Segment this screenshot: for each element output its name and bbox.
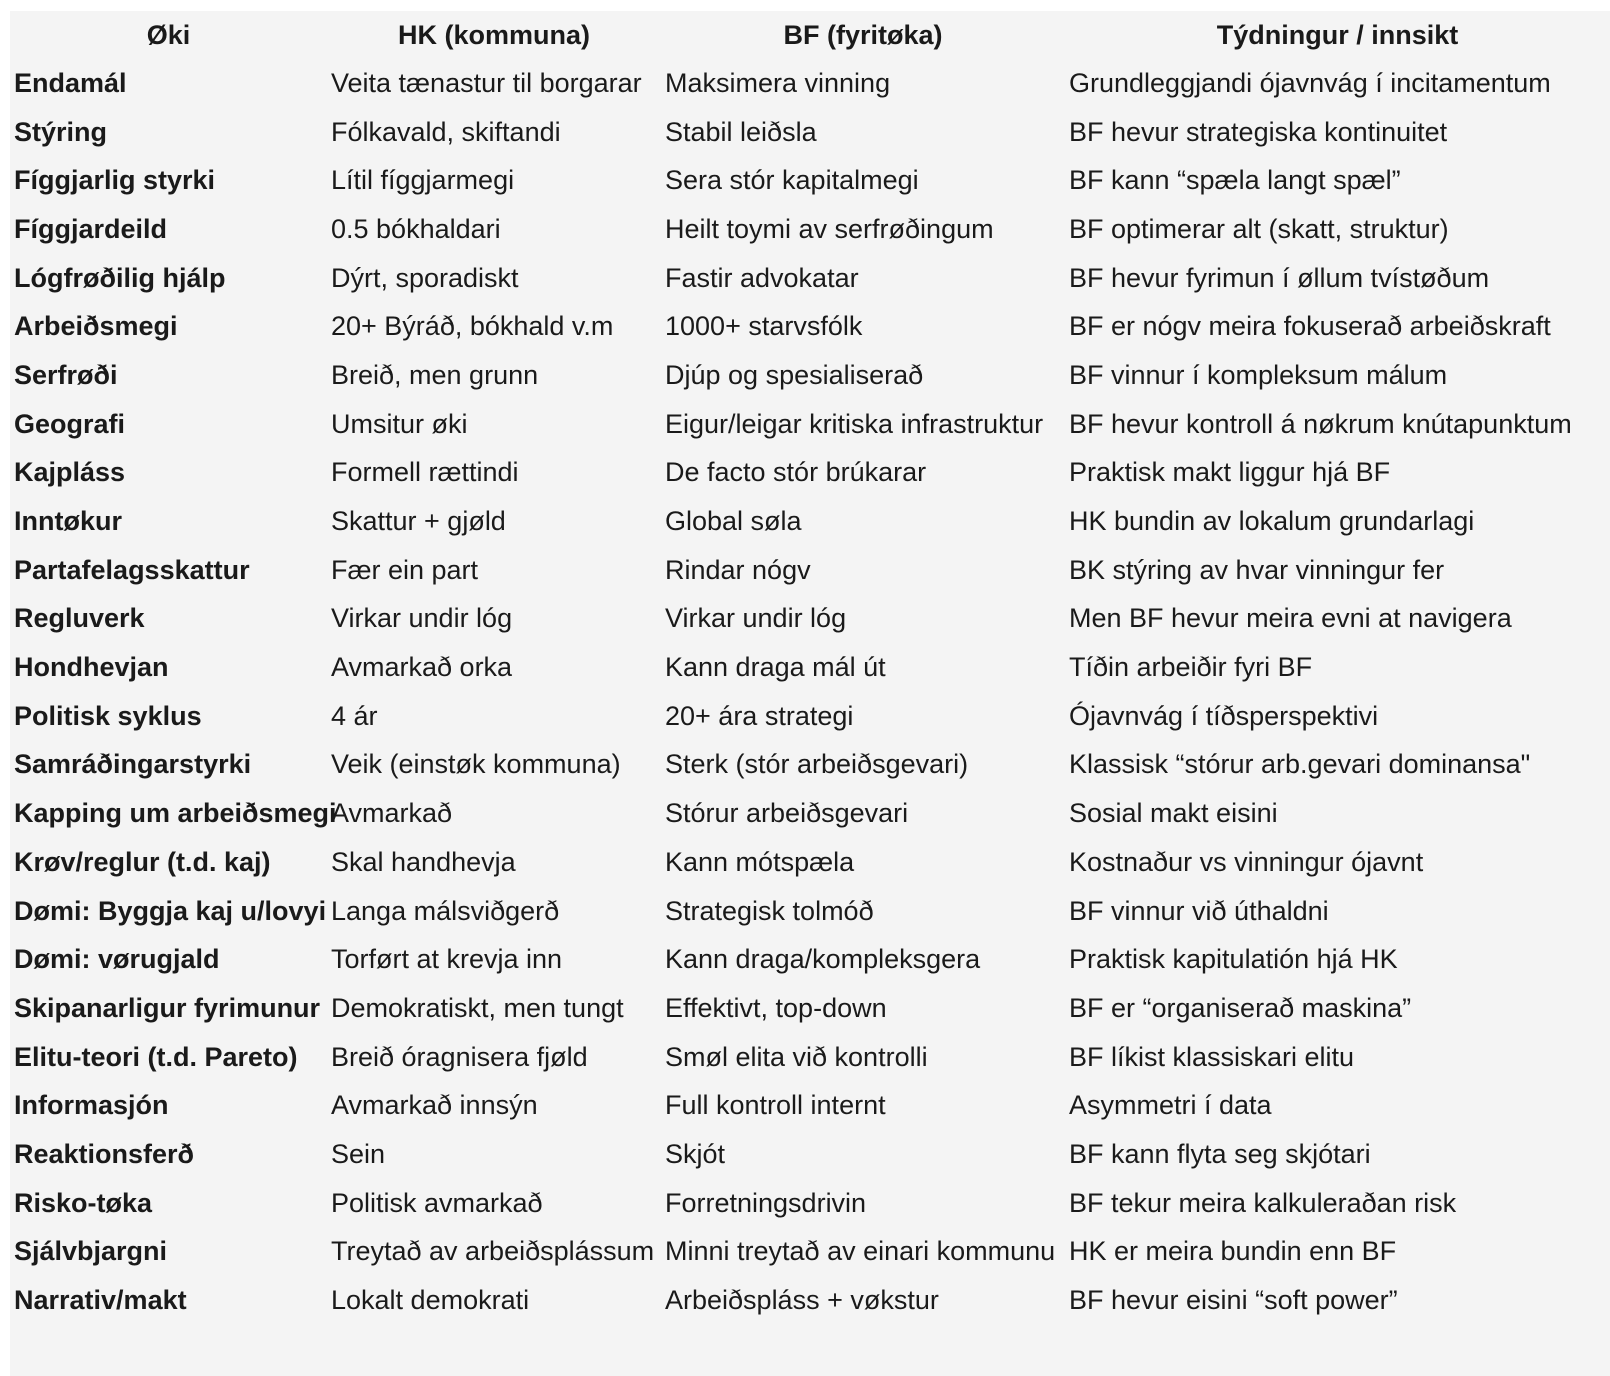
cell-municipality: Demokratiskt, men tungt — [331, 992, 624, 1023]
cell-insight: BK stýring av hvar vinningur fer — [1069, 554, 1445, 585]
cell-area: Skipanarligur fyrimunur — [14, 992, 321, 1023]
cell-insight: BF er nógv meira fokuserað arbeiðskraft — [1069, 311, 1551, 342]
cell-area: Inntøkur — [14, 506, 122, 537]
cell-municipality: 0.5 bókhaldari — [331, 213, 501, 244]
cell-company: Sera stór kapitalmegi — [665, 165, 919, 196]
cell-insight: BF er “organiserað maskina” — [1069, 992, 1412, 1023]
cell-insight: BF kann flyta seg skjótari — [1069, 1138, 1371, 1169]
cell-area: Lógfrøðilig hjálp — [14, 262, 226, 293]
cell-company: Kann mótspæla — [665, 846, 855, 877]
cell-municipality: Fær ein part — [331, 554, 479, 585]
cell-municipality: 4 ár — [331, 700, 378, 731]
cell-company: Djúp og spesialiserað — [665, 359, 924, 390]
cell-area: Hondhevjan — [14, 652, 169, 683]
cell-municipality: Torført at krevja inn — [331, 944, 563, 975]
cell-insight: BF hevur fyrimun í øllum tvístøðum — [1069, 262, 1490, 293]
table-row — [10, 302, 1610, 351]
table-row — [10, 449, 1610, 498]
cell-municipality: Sein — [331, 1138, 386, 1169]
cell-area: Regluverk — [14, 603, 145, 634]
table-row — [10, 1033, 1610, 1082]
cell-insight: Klassisk “stórur arb.gevari dominansa" — [1069, 749, 1531, 780]
cell-area: Partafelagsskattur — [14, 554, 250, 585]
table-row — [10, 643, 1610, 692]
table-row — [10, 595, 1610, 644]
cell-municipality: 20+ Býráð, bókhald v.m — [331, 311, 614, 342]
cell-insight: BF vinnur við úthaldni — [1069, 895, 1329, 926]
cell-municipality: Umsitur øki — [331, 408, 468, 439]
cell-area: Risko-tøka — [14, 1187, 153, 1218]
cell-company: Stórur arbeiðsgevari — [665, 798, 909, 829]
cell-insight: BF kann “spæla langt spæl” — [1069, 165, 1401, 196]
cell-area: Kapping um arbeiðsmegi — [14, 798, 337, 829]
cell-municipality: Lokalt demokrati — [331, 1285, 530, 1316]
cell-company: Effektivt, top-down — [665, 992, 887, 1023]
cell-municipality: Skattur + gjøld — [331, 506, 506, 537]
cell-municipality: Langa málsviðgerð — [331, 895, 560, 926]
cell-insight: Tíðin arbeiðir fyri BF — [1069, 652, 1313, 683]
cell-area: Dømi: vørugjald — [14, 944, 220, 975]
cell-insight: Grundleggjandi ójavnvág í incitamentum — [1069, 67, 1551, 98]
table-row — [10, 1081, 1610, 1130]
cell-company: Stabil leiðsla — [665, 116, 817, 147]
header-area: Øki — [146, 19, 191, 50]
cell-area: Dømi: Byggja kaj u/lovyi — [14, 895, 327, 926]
cell-area: Samráðingarstyrki — [14, 749, 252, 780]
cell-insight: HK bundin av lokalum grundarlagi — [1069, 506, 1475, 537]
cell-insight: Kostnaður vs vinningur ójavnt — [1069, 846, 1424, 877]
cell-company: Heilt toymi av serfrøðingum — [665, 213, 994, 244]
table-row — [10, 351, 1610, 400]
cell-insight: Ójavnvág í tíðsperspektivi — [1069, 700, 1379, 731]
cell-company: 20+ ára strategi — [665, 700, 854, 731]
cell-company: Maksimera vinning — [665, 67, 891, 98]
cell-area: Sjálvbjargni — [14, 1236, 168, 1267]
table-row — [10, 1276, 1610, 1325]
table-row — [10, 838, 1610, 887]
table-row — [10, 1179, 1610, 1228]
header-insight: Týdningur / innsikt — [1216, 19, 1459, 50]
cell-area: Fíggjarlig styrki — [14, 165, 216, 196]
header-municipality: HK (kommuna) — [397, 19, 590, 50]
cell-insight: BF tekur meira kalkulerаðan risk — [1069, 1187, 1457, 1218]
cell-company: Virkar undir lóg — [665, 603, 847, 634]
cell-municipality: Avmarkað — [331, 798, 453, 829]
cell-company: Smøl elita við kontrolli — [665, 1041, 928, 1072]
cell-area: Stýring — [14, 116, 108, 147]
cell-company: Global søla — [665, 506, 802, 537]
table-row — [10, 205, 1610, 254]
table-row — [10, 400, 1610, 449]
cell-municipality: Veik (einstøk kommuna) — [331, 749, 621, 780]
cell-company: Sterk (stór arbeiðsgevari) — [665, 749, 969, 780]
cell-municipality: Lítil fíggjarmegi — [331, 165, 515, 196]
comparison-sheet — [10, 11, 1610, 1376]
header-company: BF (fyritøka) — [783, 19, 943, 50]
cell-area: Arbeiðsmegi — [14, 311, 178, 342]
table-row — [10, 1130, 1610, 1179]
cell-insight: Praktisk makt liggur hjá BF — [1069, 457, 1391, 488]
cell-company: Strategisk tolmóð — [665, 895, 874, 926]
cell-company: Rindar nógv — [665, 554, 811, 585]
table-row — [10, 497, 1610, 546]
cell-insight: Men BF hevur meira evni at navigera — [1069, 603, 1512, 634]
cell-municipality: Fólkavald, skiftandi — [331, 116, 561, 147]
cell-municipality: Veita tænastur til borgarar — [331, 67, 642, 98]
comparison-table — [10, 11, 1610, 1325]
header-row — [10, 11, 1610, 59]
cell-company: Eigur/leigar kritiska infrastruktur — [665, 408, 1044, 439]
cell-area: Informasjón — [14, 1090, 169, 1121]
table-row — [10, 59, 1610, 108]
table-header — [10, 11, 1610, 59]
cell-municipality: Treytað av arbeiðsplássum — [331, 1236, 655, 1267]
table-row — [10, 887, 1610, 936]
cell-company: 1000+ starvsfólk — [665, 311, 863, 342]
cell-company: Arbeiðspláss + vøkstur — [665, 1285, 939, 1316]
cell-municipality: Skal handhevja — [331, 846, 516, 877]
table-body — [10, 59, 1610, 1325]
cell-insight: BF hevur strategiska kontinuitet — [1069, 116, 1448, 147]
table-row — [10, 789, 1610, 838]
table-row — [10, 546, 1610, 595]
cell-company: Forretningsdrivin — [665, 1187, 867, 1218]
cell-area: Reaktionsferð — [14, 1138, 195, 1169]
table-row — [10, 984, 1610, 1033]
cell-municipality: Avmarkað orka — [331, 652, 513, 683]
cell-area: Kajpláss — [14, 457, 126, 488]
cell-municipality: Dýrt, sporadiskt — [331, 262, 519, 293]
cell-municipality: Breið óragnisera fjøld — [331, 1041, 588, 1072]
cell-company: De facto stór brúkarar — [665, 457, 927, 488]
cell-insight: Asymmetri í data — [1069, 1090, 1272, 1121]
cell-area: Fíggjardeild — [14, 213, 168, 244]
table-row — [10, 108, 1610, 157]
table-row — [10, 254, 1610, 303]
cell-municipality: Avmarkað innsýn — [331, 1090, 538, 1121]
cell-insight: BF vinnur í kompleksum málum — [1069, 359, 1448, 390]
cell-insight: Praktisk kapitulatión hjá HK — [1069, 944, 1398, 975]
table-row — [10, 156, 1610, 205]
cell-insight: Sosial makt eisini — [1069, 798, 1278, 829]
cell-company: Minni treytað av einari kommunu — [665, 1236, 1056, 1267]
cell-municipality: Breið, men grunn — [331, 359, 539, 390]
cell-area: Endamál — [14, 67, 127, 98]
cell-area: Narrativ/makt — [14, 1285, 187, 1316]
cell-area: Krøv/reglur (t.d. kaj) — [14, 846, 271, 877]
cell-municipality: Virkar undir lóg — [331, 603, 513, 634]
cell-municipality: Formell rættindi — [331, 457, 519, 488]
cell-company: Fastir advokatar — [665, 262, 859, 293]
cell-area: Elitu-teori (t.d. Pareto) — [14, 1041, 298, 1072]
table-row — [10, 741, 1610, 790]
cell-municipality: Politisk avmarkað — [331, 1187, 543, 1218]
cell-insight: BF hevur eisini “soft power” — [1069, 1285, 1398, 1316]
cell-company: Kann draga/kompleksgera — [665, 944, 981, 975]
cell-insight: BF optimerar alt (skatt, struktur) — [1069, 213, 1449, 244]
cell-company: Kann draga mál út — [665, 652, 886, 683]
cell-area: Politisk syklus — [14, 700, 202, 731]
cell-area: Geografi — [14, 408, 126, 439]
table-row — [10, 1228, 1610, 1277]
cell-insight: BF líkist klassiskari elitu — [1069, 1041, 1355, 1072]
cell-company: Skjót — [665, 1138, 726, 1169]
cell-insight: BF hevur kontroll á nøkrum knútapunktum — [1069, 408, 1572, 439]
table-row — [10, 692, 1610, 741]
table-row — [10, 935, 1610, 984]
cell-company: Full kontroll internt — [665, 1090, 886, 1121]
cell-insight: HK er meira bundin enn BF — [1069, 1236, 1397, 1267]
cell-area: Serfrøði — [14, 359, 118, 390]
